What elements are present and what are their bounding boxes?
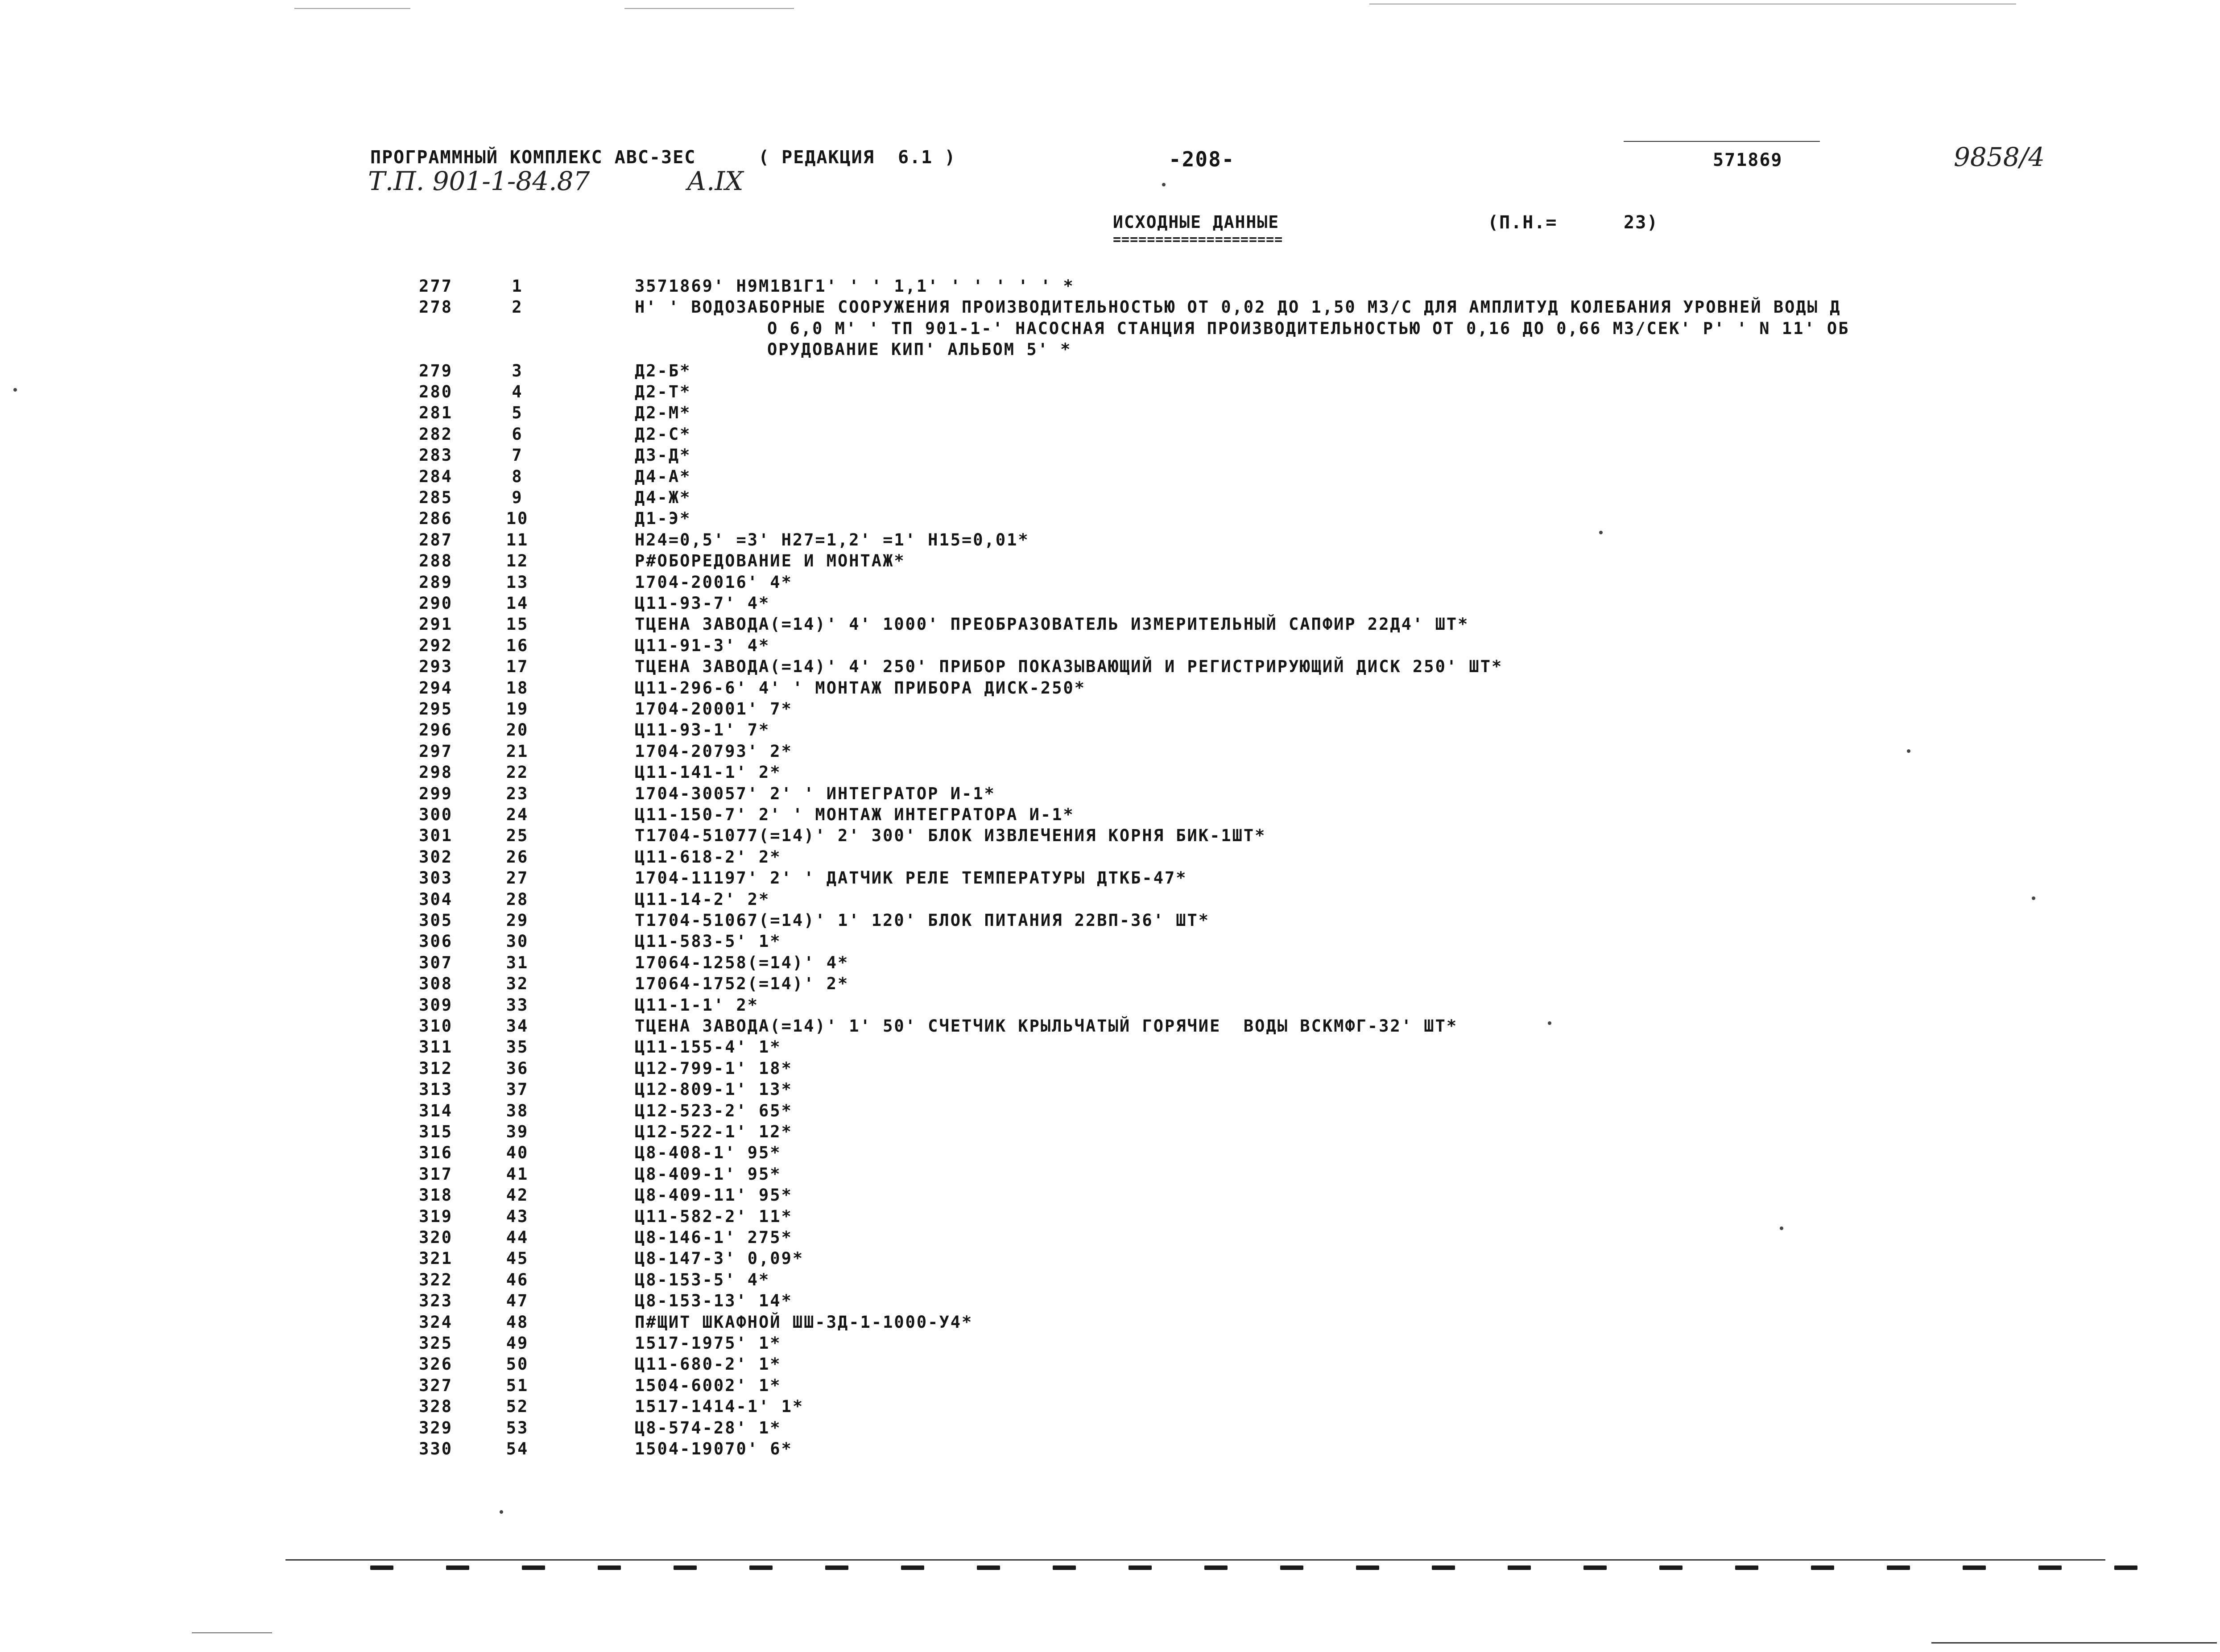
listing-row — [0, 424, 2220, 445]
bottom-dash — [1129, 1565, 1152, 1570]
sequence-number: 49 — [506, 1334, 529, 1353]
record-text: Д2-Т* — [635, 382, 691, 401]
bottom-dash — [2114, 1565, 2137, 1570]
record-text: 1704-20016' 4* — [635, 572, 793, 592]
record-text: 1517-1414-1' 1* — [635, 1397, 804, 1417]
record-text: 1517-1975' 1* — [635, 1334, 781, 1353]
sequence-number: 30 — [506, 932, 529, 951]
sequence-number: 2 — [512, 297, 523, 317]
listing-row — [0, 529, 2220, 551]
listing-row — [0, 1290, 2220, 1312]
line-number: 303 — [419, 868, 453, 888]
sequence-number: 23 — [506, 784, 529, 803]
line-number: 279 — [419, 361, 453, 380]
sequence-number: 45 — [506, 1249, 529, 1268]
sequence-number: 44 — [506, 1228, 529, 1247]
sequence-number: 29 — [506, 911, 529, 930]
sequence-number: 26 — [506, 847, 529, 867]
section-title-underline: ==================== — [1113, 232, 1283, 248]
line-number: 318 — [419, 1185, 453, 1205]
line-number: 329 — [419, 1418, 453, 1437]
record-text: Ц12-809-1' 13* — [635, 1080, 793, 1099]
listing-row — [0, 931, 2220, 952]
document-code: 571869 — [1713, 150, 1783, 170]
record-text: Ц11-582-2' 11* — [635, 1206, 793, 1226]
sequence-number: 9 — [512, 488, 523, 507]
line-number: 285 — [419, 488, 453, 507]
bottom-dash — [749, 1565, 773, 1570]
listing-row — [0, 804, 2220, 826]
line-number: 300 — [419, 805, 453, 824]
line-number: 328 — [419, 1397, 453, 1417]
listing-row-continuation — [0, 318, 2220, 339]
record-text: Ц12-523-2' 65* — [635, 1101, 793, 1120]
line-number: 301 — [419, 826, 453, 846]
bottom-dash — [825, 1565, 848, 1570]
line-number: 298 — [419, 763, 453, 782]
line-number: 323 — [419, 1291, 453, 1311]
line-number: 286 — [419, 509, 453, 529]
sequence-number: 5 — [512, 403, 523, 423]
line-number: 280 — [419, 382, 453, 401]
bottom-dash — [522, 1565, 545, 1570]
listing-row — [0, 466, 2220, 487]
record-text: Ц8-146-1' 275* — [635, 1228, 793, 1247]
handwritten-sheet-number: 9858/4 — [1954, 142, 2045, 172]
listing-row — [0, 1037, 2220, 1058]
sequence-number: 37 — [506, 1080, 529, 1099]
listing-row — [0, 698, 2220, 720]
listing-row — [0, 847, 2220, 868]
listing-row — [0, 719, 2220, 741]
listing-row — [0, 1121, 2220, 1143]
listing-row — [0, 1185, 2220, 1206]
listing-row — [0, 1396, 2220, 1417]
section-title: ИСХОДНЫЕ ДАННЫЕ — [1113, 212, 1280, 232]
listing-row — [0, 297, 2220, 318]
listing-row — [0, 867, 2220, 889]
line-number: 297 — [419, 741, 453, 761]
sequence-number: 52 — [506, 1397, 529, 1417]
sequence-number: 14 — [506, 594, 529, 613]
listing-row — [0, 1058, 2220, 1079]
record-text: Р#ОБОРЕДОВАНИЕ И МОНТАЖ* — [635, 551, 905, 571]
line-number: 326 — [419, 1355, 453, 1374]
sequence-number: 35 — [506, 1037, 529, 1057]
line-number: 320 — [419, 1228, 453, 1247]
top-scan-rule — [294, 8, 410, 9]
bottom-left-rule — [192, 1632, 272, 1633]
line-number: 309 — [419, 995, 453, 1015]
line-number: 307 — [419, 953, 453, 972]
listing-row — [0, 889, 2220, 910]
bottom-dash — [1583, 1565, 1607, 1570]
handwritten-album: А.IX — [687, 166, 744, 196]
sequence-number: 54 — [506, 1439, 529, 1458]
record-text: Ц11-583-5' 1* — [635, 932, 781, 951]
bottom-dash — [1432, 1565, 1455, 1570]
line-number: 313 — [419, 1080, 453, 1099]
bottom-rule — [285, 1559, 2105, 1561]
listing-row — [0, 1312, 2220, 1333]
sequence-number: 21 — [506, 741, 529, 761]
listing-row — [0, 1248, 2220, 1269]
sequence-number: 34 — [506, 1016, 529, 1036]
sequence-number: 31 — [506, 953, 529, 972]
line-number: 312 — [419, 1058, 453, 1078]
listing-row — [0, 762, 2220, 783]
record-text: Ц8-409-11' 95* — [635, 1185, 793, 1205]
line-number: 319 — [419, 1206, 453, 1226]
listing-row — [0, 910, 2220, 931]
sequence-number: 40 — [506, 1143, 529, 1163]
listing-row — [0, 402, 2220, 424]
line-number: 302 — [419, 847, 453, 867]
line-number: 327 — [419, 1375, 453, 1395]
bottom-dash — [2038, 1565, 2062, 1570]
record-text: Д4-А* — [635, 467, 691, 486]
sequence-number: 28 — [506, 889, 529, 909]
record-text: 3571869' Н9М1В1Г1' ' ' 1,1' ' ' ' ' ' * — [635, 277, 1075, 296]
sequence-number: 4 — [512, 382, 523, 401]
record-text: ТЦЕНА ЗАВОДА(=14)' 4' 250' ПРИБОР ПОКАЗЫВАЮЩИЙ И РЕГИСТРИРУЮЩИЙ ДИСК 250' ШТ* — [635, 657, 1503, 677]
bottom-dash — [1963, 1565, 1986, 1570]
record-text-continuation: ОРУДОВАНИЕ КИП' АЛЬБОМ 5' * — [767, 340, 1072, 359]
sequence-number: 22 — [506, 763, 529, 782]
line-number: 291 — [419, 615, 453, 634]
listing-row — [0, 1417, 2220, 1439]
listing-row — [0, 1206, 2220, 1227]
sequence-number: 8 — [512, 467, 523, 486]
program-name: ПРОГРАММНЫЙ КОМПЛЕКС АВС-3ЕС — [370, 147, 696, 168]
line-number: 295 — [419, 699, 453, 719]
line-number: 324 — [419, 1312, 453, 1332]
sequence-number: 20 — [506, 720, 529, 740]
listing-row — [0, 995, 2220, 1016]
listing-row — [0, 1100, 2220, 1122]
sequence-number: 3 — [512, 361, 523, 380]
listing-row — [0, 1438, 2220, 1460]
bottom-dash — [598, 1565, 621, 1570]
line-number: 299 — [419, 784, 453, 803]
listing-row — [0, 1142, 2220, 1164]
line-number: 311 — [419, 1037, 453, 1057]
record-text: Ц11-93-7' 4* — [635, 594, 770, 613]
sequence-number: 32 — [506, 974, 529, 994]
sequence-number: 18 — [506, 678, 529, 698]
sequence-number: 50 — [506, 1355, 529, 1374]
line-number: 288 — [419, 551, 453, 571]
sequence-number: 13 — [506, 572, 529, 592]
listing-row — [0, 783, 2220, 805]
listing-row — [0, 741, 2220, 762]
page-number: -208- — [1169, 147, 1235, 171]
listing-row — [0, 1079, 2220, 1100]
listing-row — [0, 1016, 2220, 1037]
record-text-continuation: О 6,0 М' ' ТП 901-1-' НАСОСНАЯ СТАНЦИЯ ПРОИЗВОДИТЕЛЬНОСТЬЮ ОТ 0,16 ДО 0,66 М3/СЕК' Р' ' N 11' ОБ — [767, 318, 1850, 338]
record-text: ТЦЕНА ЗАВОДА(=14)' 4' 1000' ПРЕОБРАЗОВАТЕЛЬ ИЗМЕРИТЕЛЬНЫЙ САПФИР 22Д4' ШТ* — [635, 615, 1469, 634]
record-text: Ц8-408-1' 95* — [635, 1143, 781, 1163]
listing-row — [0, 635, 2220, 657]
bottom-dash — [1280, 1565, 1303, 1570]
record-text: Ц8-153-5' 4* — [635, 1270, 770, 1289]
listing-row — [0, 1354, 2220, 1375]
record-text: Д4-Ж* — [635, 488, 691, 507]
record-text: Ц12-799-1' 18* — [635, 1058, 793, 1078]
bottom-dash — [1204, 1565, 1228, 1570]
record-text: Ц11-150-7' 2' ' МОНТАЖ ИНТЕГРАТОРА И-1* — [635, 805, 1075, 824]
listing-row — [0, 1375, 2220, 1396]
record-text: Ц11-1-1' 2* — [635, 995, 759, 1015]
record-text: 1704-30057' 2' ' ИНТЕГРАТОР И-1* — [635, 784, 996, 803]
line-number: 282 — [419, 424, 453, 444]
listing-row — [0, 1164, 2220, 1185]
record-text: Т1704-51077(=14)' 2' 300' БЛОК ИЗВЛЕЧЕНИЯ КОРНЯ БИК-1ШТ* — [635, 826, 1266, 846]
bottom-dash — [370, 1565, 393, 1570]
line-number: 290 — [419, 594, 453, 613]
listing-row — [0, 825, 2220, 847]
line-number: 322 — [419, 1270, 453, 1289]
sequence-number: 38 — [506, 1101, 529, 1120]
sequence-number: 53 — [506, 1418, 529, 1437]
sequence-number: 33 — [506, 995, 529, 1015]
program-edition: ( РЕДАКЦИЯ 6.1 ) — [758, 147, 956, 168]
listing-row — [0, 360, 2220, 382]
speck — [13, 388, 17, 392]
bottom-dash — [1887, 1565, 1910, 1570]
line-number: 308 — [419, 974, 453, 994]
bottom-dash — [1811, 1565, 1834, 1570]
sequence-number: 47 — [506, 1291, 529, 1311]
bottom-dash — [977, 1565, 1000, 1570]
record-text: Т1704-51067(=14)' 1' 120' БЛОК ПИТАНИЯ 22ВП-36' ШТ* — [635, 911, 1210, 930]
sequence-number: 43 — [506, 1206, 529, 1226]
line-number: 283 — [419, 446, 453, 465]
sequence-number: 48 — [506, 1312, 529, 1332]
line-number: 304 — [419, 889, 453, 909]
line-number: 281 — [419, 403, 453, 423]
bottom-dash — [1659, 1565, 1683, 1570]
line-number: 292 — [419, 636, 453, 655]
bottom-dash — [1735, 1565, 1758, 1570]
line-number: 325 — [419, 1334, 453, 1353]
line-number: 315 — [419, 1122, 453, 1141]
line-number: 316 — [419, 1143, 453, 1163]
record-text: 1704-20793' 2* — [635, 741, 793, 761]
sequence-number: 27 — [506, 868, 529, 888]
pn-value: 23) — [1624, 212, 1659, 233]
record-text: Ц11-680-2' 1* — [635, 1355, 781, 1374]
line-number: 287 — [419, 530, 453, 549]
speck — [1907, 749, 1910, 753]
sequence-number: 10 — [506, 509, 529, 529]
line-number: 305 — [419, 911, 453, 930]
sequence-number: 11 — [506, 530, 529, 549]
record-text: Н' ' ВОДОЗАБОРНЫЕ СООРУЖЕНИЯ ПРОИЗВОДИТЕЛЬНОСТЬЮ ОТ 0,02 ДО 1,50 М3/С ДЛЯ АМПЛИТУД КОЛЕБАНИЯ УРОВНЕЙ ВОДЫ Д — [635, 297, 1841, 317]
sequence-number: 36 — [506, 1058, 529, 1078]
header-rule — [1624, 141, 1820, 142]
sequence-number: 7 — [512, 446, 523, 465]
record-text: 1504-6002' 1* — [635, 1375, 781, 1395]
sequence-number: 25 — [506, 826, 529, 846]
listing-row — [0, 593, 2220, 614]
bottom-dash — [1053, 1565, 1076, 1570]
speck — [2032, 896, 2035, 900]
record-text: Ц11-296-6' 4' ' МОНТАЖ ПРИБОРА ДИСК-250* — [635, 678, 1086, 698]
listing-row — [0, 1333, 2220, 1354]
record-text: Д3-Д* — [635, 446, 691, 465]
line-number: 293 — [419, 657, 453, 677]
listing-row — [0, 952, 2220, 974]
sequence-number: 16 — [506, 636, 529, 655]
speck — [1548, 1021, 1551, 1025]
line-number: 310 — [419, 1016, 453, 1036]
line-number: 314 — [419, 1101, 453, 1120]
bottom-right-rule — [1931, 1642, 2217, 1644]
listing-row — [0, 614, 2220, 635]
record-text: Ц11-91-3' 4* — [635, 636, 770, 655]
line-number: 289 — [419, 572, 453, 592]
record-text: 1704-20001' 7* — [635, 699, 793, 719]
line-number: 306 — [419, 932, 453, 951]
sequence-number: 24 — [506, 805, 529, 824]
line-number: 330 — [419, 1439, 453, 1458]
sequence-number: 39 — [506, 1122, 529, 1141]
listing-row — [0, 276, 2220, 297]
listing-row — [0, 656, 2220, 677]
sequence-number: 19 — [506, 699, 529, 719]
record-text: Ц11-93-1' 7* — [635, 720, 770, 740]
line-number: 294 — [419, 678, 453, 698]
sequence-number: 46 — [506, 1270, 529, 1289]
record-text: Ц8-153-13' 14* — [635, 1291, 793, 1311]
sequence-number: 17 — [506, 657, 529, 677]
record-text: Ц11-14-2' 2* — [635, 889, 770, 909]
record-text: Ц12-522-1' 12* — [635, 1122, 793, 1141]
top-scan-rule — [624, 8, 794, 9]
line-number: 321 — [419, 1249, 453, 1268]
bottom-dash — [901, 1565, 924, 1570]
sequence-number: 41 — [506, 1164, 529, 1184]
record-text: Д2-С* — [635, 424, 691, 444]
listing-row — [0, 1269, 2220, 1291]
record-text: Ц11-618-2' 2* — [635, 847, 781, 867]
listing-row — [0, 381, 2220, 403]
record-text: 1504-19070' 6* — [635, 1439, 793, 1458]
record-text: Ц8-409-1' 95* — [635, 1164, 781, 1184]
listing-row — [0, 508, 2220, 529]
listing-row — [0, 973, 2220, 995]
line-number: 277 — [419, 277, 453, 296]
sequence-number: 1 — [512, 277, 523, 296]
record-text: Ц11-141-1' 2* — [635, 763, 781, 782]
record-text: Ц11-155-4' 1* — [635, 1037, 781, 1057]
record-text: 1704-11197' 2' ' ДАТЧИК РЕЛЕ ТЕМПЕРАТУРЫ ДТКБ-47* — [635, 868, 1187, 888]
bottom-dash — [1356, 1565, 1379, 1570]
speck — [1599, 531, 1603, 534]
handwritten-project-ref: Т.П. 901-1-84.87 — [368, 166, 590, 196]
speck — [1780, 1227, 1783, 1230]
record-text: Д1-Э* — [635, 509, 691, 529]
speck — [500, 1510, 503, 1514]
listing-row — [0, 1227, 2220, 1248]
record-text: П#ЩИТ ШКАФНОЙ ШШ-3Д-1-1000-У4* — [635, 1312, 973, 1332]
speck — [1162, 183, 1166, 186]
line-number: 317 — [419, 1164, 453, 1184]
line-number: 296 — [419, 720, 453, 740]
sequence-number: 6 — [512, 424, 523, 444]
record-text: Ц8-574-28' 1* — [635, 1418, 781, 1437]
record-text: Д2-М* — [635, 403, 691, 423]
line-number: 284 — [419, 467, 453, 486]
record-text: Ц8-147-3' 0,09* — [635, 1249, 804, 1268]
record-text: 17064-1752(=14)' 2* — [635, 974, 849, 994]
listing-row — [0, 445, 2220, 466]
bottom-dash — [446, 1565, 469, 1570]
sequence-number: 12 — [506, 551, 529, 571]
sequence-number: 51 — [506, 1375, 529, 1395]
listing-row — [0, 572, 2220, 593]
record-text: 17064-1258(=14)' 4* — [635, 953, 849, 972]
listing-row-continuation — [0, 339, 2220, 360]
record-text: Д2-Б* — [635, 361, 691, 380]
listing-row — [0, 677, 2220, 699]
pn-label: (П.Н.= — [1488, 212, 1558, 233]
bottom-dash — [1508, 1565, 1531, 1570]
bottom-dash — [674, 1565, 697, 1570]
record-text: ТЦЕНА ЗАВОДА(=14)' 1' 50' СЧЕТЧИК КРЫЛЬЧАТЫЙ ГОРЯЧИЕ ВОДЫ ВСКМФГ-32' ШТ* — [635, 1016, 1458, 1036]
sequence-number: 15 — [506, 615, 529, 634]
sequence-number: 42 — [506, 1185, 529, 1205]
record-text: Н24=0,5' =3' Н27=1,2' =1' Н15=0,01* — [635, 530, 1029, 549]
line-number: 278 — [419, 297, 453, 317]
listing-row — [0, 550, 2220, 572]
listing-row — [0, 487, 2220, 508]
